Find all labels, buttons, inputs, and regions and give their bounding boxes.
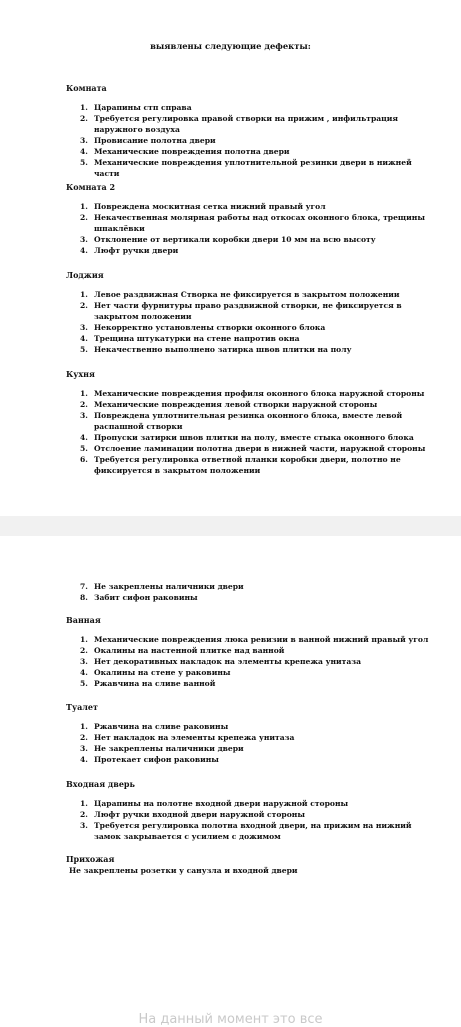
section-heading: Ванная xyxy=(66,615,101,625)
list-item: 1. Левое раздвижная Створка не фиксируется в закрытом положении xyxy=(80,290,400,299)
section-heading: Прихожая xyxy=(66,854,115,864)
section-room-2 xyxy=(66,182,436,256)
list-item: 4. Механические повреждения полотна двери xyxy=(80,147,290,156)
list-item: 1. Повреждена москитная сетка нижний правый угол xyxy=(80,202,326,211)
page-gap xyxy=(0,516,461,536)
list-item: 2. Окалины на настенной плитке над ванной xyxy=(80,646,285,655)
list-item: 1. Царапины на полотне входной двери наружной стороны xyxy=(80,799,349,808)
list-item: 1. Механические повреждения профиля оконного блока наружной стороны xyxy=(80,389,425,398)
list-item: 4. Люфт ручки двери xyxy=(80,246,179,255)
section-kitchen-continued xyxy=(66,581,436,603)
list-item: 7. Не закреплены наличники двери xyxy=(80,582,244,591)
list-item: 5. Некачественно выполнено затирка швов плитки на полу xyxy=(80,345,352,354)
list-item: 3. Провисание полотна двери xyxy=(80,136,216,145)
section-heading: Кухня xyxy=(66,369,95,379)
defect-list xyxy=(66,102,436,179)
list-item: 3. Требуется регулировка полотна входной двери, на прижим на нижний замок закрывается с усилием с дожимом xyxy=(80,821,412,841)
section-heading: Комната 2 xyxy=(66,182,116,192)
section-heading: Лоджия xyxy=(66,270,104,280)
section-kitchen xyxy=(66,369,436,476)
section-heading: Комната xyxy=(66,83,107,93)
section-toilet xyxy=(66,702,436,765)
list-item: 1. Механические повреждения люка ревизии в ванной нижний правый угол xyxy=(80,635,429,644)
defect-list xyxy=(66,798,436,842)
list-item: 4. Пропуски затирки швов плитки на полу, вместе стыка оконного блока xyxy=(80,433,414,442)
defect-list xyxy=(66,289,436,355)
list-item: 4. Протекает сифон раковины xyxy=(80,755,219,764)
list-item: 2. Механические повреждения левой створки наружной стороны xyxy=(80,400,378,409)
list-item: 2. Некачественная молярная работы над откосах оконного блока, трещины шпаклёвки xyxy=(80,213,425,233)
list-item: 1. Ржавчина на сливе раковины xyxy=(80,722,229,731)
cut-off-caption: На данный момент это все xyxy=(138,1012,323,1027)
list-item: 3. Отклонение от вертикали коробки двери 10 мм на всю высоту xyxy=(80,235,376,244)
defect-list xyxy=(66,581,436,603)
list-item: 3. Повреждена уплотнительная резинка оконного блока, вместе левой распашной створки xyxy=(80,411,403,431)
section-heading: Туалет xyxy=(66,702,98,712)
document-page-2 xyxy=(0,536,461,1024)
list-item: 5. Механические повреждения уплотнительной резинки двери в нижней части xyxy=(80,158,412,178)
list-item: 5. Ржавчина на сливе ванной xyxy=(80,679,216,688)
hallway-defect-text: Не закреплены розетки у санузла и входной двери xyxy=(69,866,298,875)
list-item: 6. Требуется регулировка ответной планки коробки двери, полотно не фиксируется в закрытом положении xyxy=(80,455,401,475)
list-item: 8. Забит сифон раковины xyxy=(80,593,198,602)
defect-list xyxy=(66,388,436,476)
section-hallway xyxy=(66,854,436,876)
defect-list xyxy=(66,201,436,256)
document-title: выявлены следующие дефекты: xyxy=(150,41,311,51)
list-item: 2. Нет накладок на элементы крепежа унитаза xyxy=(80,733,295,742)
list-item: 4. Окалины на стене у раковины xyxy=(80,668,231,677)
section-loggia xyxy=(66,270,436,355)
section-bathroom xyxy=(66,615,436,689)
defect-list xyxy=(66,721,436,765)
list-item: 1. Царапины стп справа xyxy=(80,103,192,112)
list-item: 2. Требуется регулировка правой створки на прижим , инфильтрация наружного воздуха xyxy=(80,114,399,134)
section-room xyxy=(66,83,436,179)
section-entrance-door xyxy=(66,779,436,842)
list-item: 3. Некорректно установлены створки оконного блока xyxy=(80,323,326,332)
list-item: 5. Отслоение ламинации полотна двери в нижней части, наружной стороны xyxy=(80,444,426,453)
list-item: 2. Люфт ручки входной двери наружной стороны xyxy=(80,810,305,819)
list-item: 3. Нет декоративных накладок на элементы крепежа унитаза xyxy=(80,657,362,666)
list-item: 4. Трещина штукатурки на стене напротив окна xyxy=(80,334,300,343)
section-heading: Входная дверь xyxy=(66,779,135,789)
defect-list xyxy=(66,634,436,689)
list-item: 2. Нет части фурнитуры право раздвижной створки, не фиксируется в закрытом положении xyxy=(80,301,402,321)
list-item: 3. Не закреплены наличники двери xyxy=(80,744,244,753)
